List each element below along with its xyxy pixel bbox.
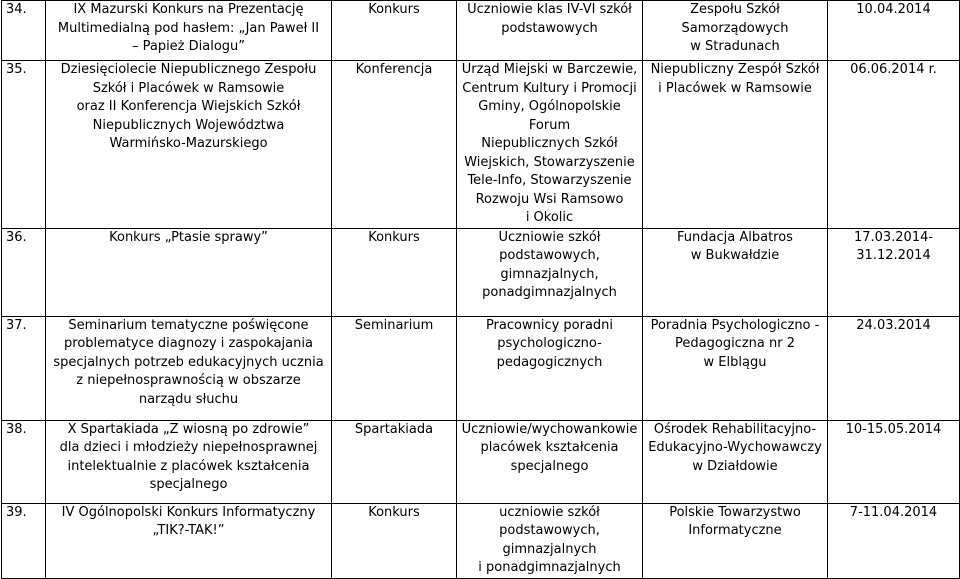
row-number: 34. (2, 1, 46, 61)
table-row (2, 316, 960, 420)
event-audience: Uczniowie/wychowankowie placówek kształcenia specjalnego (457, 420, 643, 503)
table-row (2, 420, 960, 503)
event-form: Seminarium (332, 316, 457, 420)
event-organizer: Zespołu Szkół Samorządowych w Stradunach (643, 1, 828, 61)
event-date: 10.04.2014 (828, 1, 960, 61)
event-title: X Spartakiada „Z wiosną po zdrowie” dla dzieci i młodzieży niepełnosprawnej intelektualnie z placówek kształcenia specjalnego (46, 420, 332, 503)
table-row (2, 1, 960, 61)
event-audience: Uczniowie szkół podstawowych, gimnazjalnych, ponadgimnazjalnych (457, 228, 643, 316)
event-form: Konkurs (332, 503, 457, 578)
event-form: Konkurs (332, 1, 457, 61)
event-form: Konferencja (332, 61, 457, 229)
event-title: Konkurs „Ptasie sprawy” (46, 228, 332, 316)
event-audience: Pracownicy poradni psychologiczno- pedagogicznych (457, 316, 643, 420)
table-row (2, 61, 960, 229)
event-organizer: Poradnia Psychologiczno - Pedagogiczna nr 2 w Elblągu (643, 316, 828, 420)
events-table (1, 0, 960, 579)
event-date: 10-15.05.2014 (828, 420, 960, 503)
event-organizer: Polskie Towarzystwo Informatyczne (643, 503, 828, 578)
event-title: IV Ogólnopolski Konkurs Informatyczny „TIK?-TAK!” (46, 503, 332, 578)
event-audience: Uczniowie klas IV-VI szkół podstawowych (457, 1, 643, 61)
event-form: Spartakiada (332, 420, 457, 503)
table-row (2, 228, 960, 316)
event-organizer: Fundacja Albatros w Bukwałdzie (643, 228, 828, 316)
row-number: 35. (2, 61, 46, 229)
event-audience: uczniowie szkół podstawowych, gimnazjalnych i ponadgimnazjalnych (457, 503, 643, 578)
row-number: 39. (2, 503, 46, 578)
event-form: Konkurs (332, 228, 457, 316)
row-number: 37. (2, 316, 46, 420)
event-date: 17.03.2014-31.12.2014 (828, 228, 960, 316)
event-title: IX Mazurski Konkurs na Prezentację Multimedialną pod hasłem: „Jan Paweł II – Papież Dialogu” (46, 1, 332, 61)
event-organizer: Ośrodek Rehabilitacyjno- Edukacyjno-Wychowawczy w Działdowie (643, 420, 828, 503)
event-audience: Urząd Miejski w Barczewie, Centrum Kultury i Promocji Gminy, Ogólnopolskie Forum Niepublicznych Szkół Wiejskich, Stowarzyszenie Tele-Info, Stowarzyszenie Rozwoju Wsi Ramsowo i Okolic (457, 61, 643, 229)
event-date: 7-11.04.2014 (828, 503, 960, 578)
table-row (2, 503, 960, 578)
event-title: Dziesięciolecie Niepublicznego Zespołu Szkół i Placówek w Ramsowie oraz II Konferencja Wiejskich Szkół Niepublicznych Województwa Warmińsko-Mazurskiego (46, 61, 332, 229)
event-title: Seminarium tematyczne poświęcone problematyce diagnozy i zaspokajania specjalnych potrzeb edukacyjnych ucznia z niepełnosprawnością w obszarze narządu słuchu (46, 316, 332, 420)
row-number: 36. (2, 228, 46, 316)
row-number: 38. (2, 420, 46, 503)
event-organizer: Niepubliczny Zespół Szkół i Placówek w Ramsowie (643, 61, 828, 229)
event-date: 06.06.2014 r. (828, 61, 960, 229)
event-date: 24.03.2014 (828, 316, 960, 420)
